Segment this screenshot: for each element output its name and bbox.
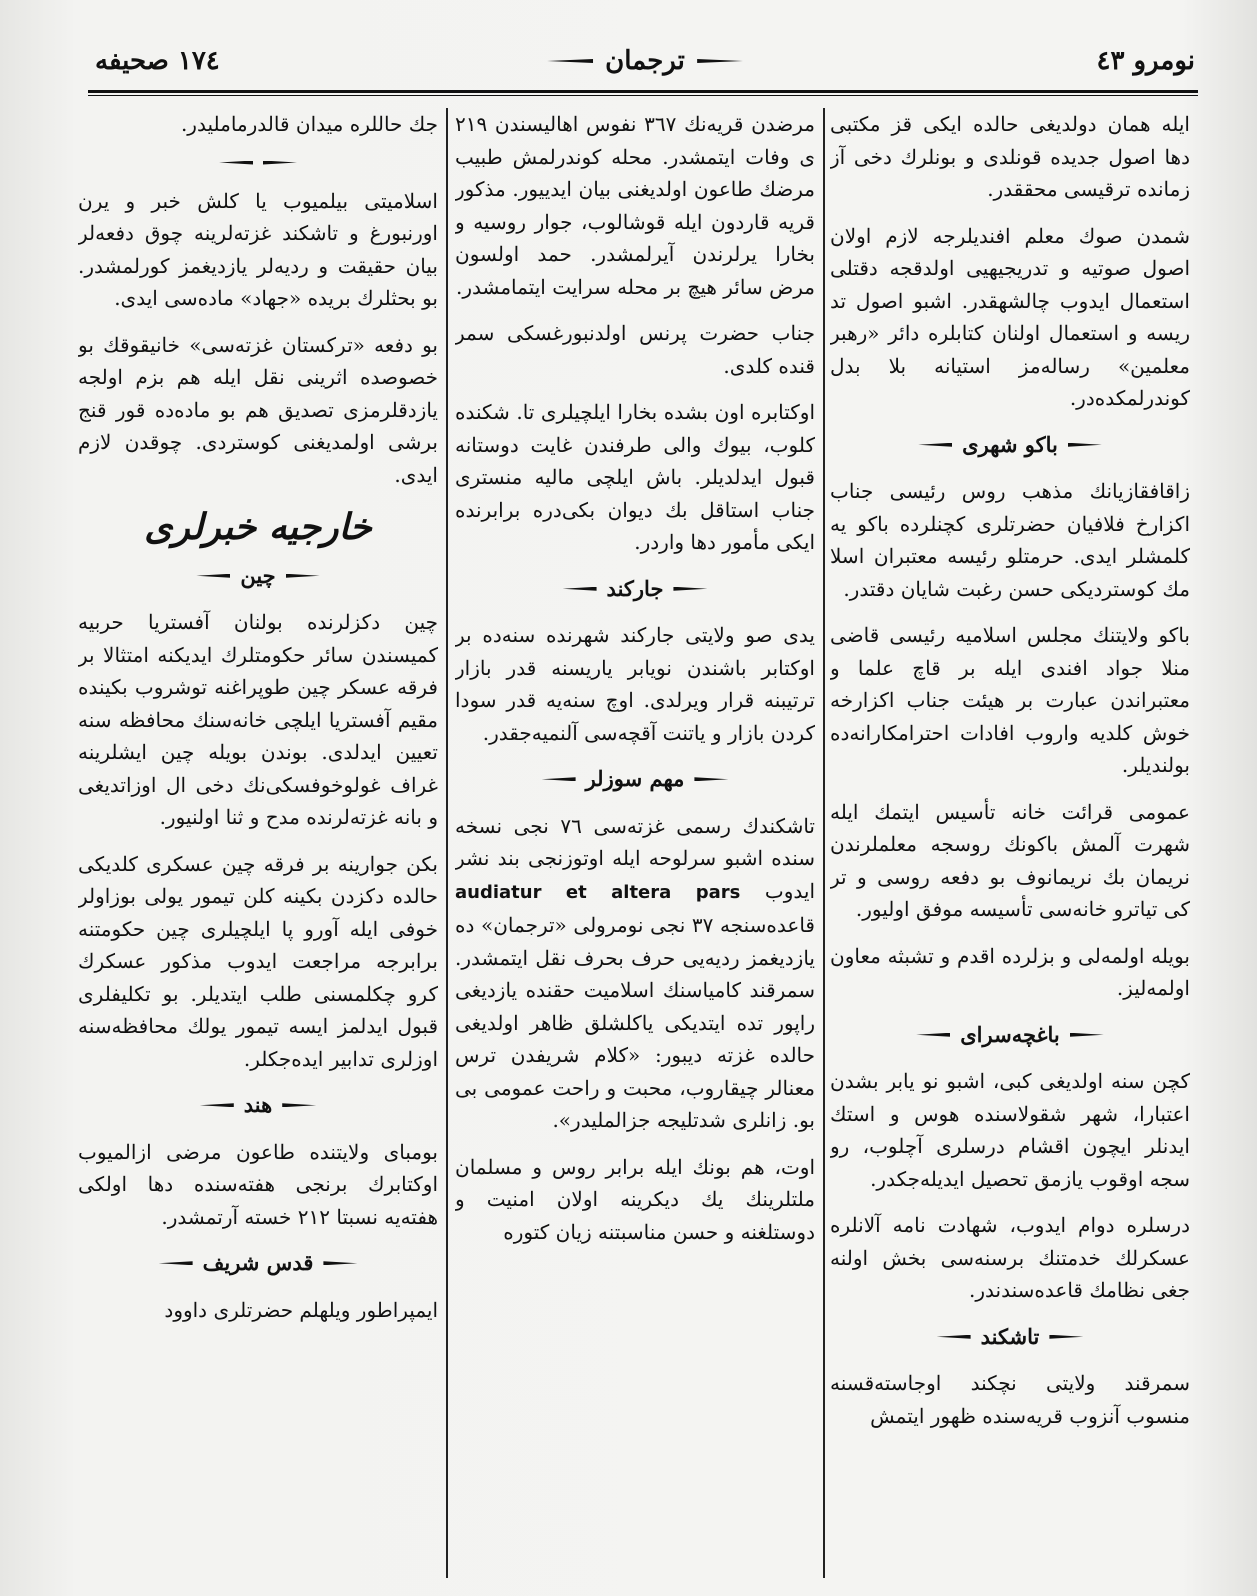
ornament-icon [673, 581, 707, 597]
paragraph: چین دکزلرنده بولنان آفستریا حربیه کمیسندن سائر حکومتلرك ایدیکنه امتثالا بر فرقه عسکر چین طوپراغنه توشروب بکینده مقیم آفستریا ایلچی خانه‌سنك محافظه سنه تعیین ایدلدی. بوندن بویله چین ایشلرینه غراف غولوخوفسکی‌نك دخی ال اوزاتدیغی و بانه غزته‌لرنده مدح و ثنا اولنیور. [78, 610, 438, 829]
newspaper-title: ترجمان [605, 46, 685, 76]
section-heading [455, 763, 815, 796]
column-divider [446, 108, 448, 1578]
section-heading [830, 429, 1190, 462]
paragraph: درسلره دوام ایدوب، شهادت نامه آلانلره عسکرلك خدمتنك برسنه‌سی بخش اولنه جغی نظامك قاعده‌سندندر. [830, 1213, 1190, 1302]
ornament-icon [1070, 1027, 1104, 1043]
ornament-icon [323, 1255, 357, 1271]
latin-quote: audiatur et altera pars [455, 881, 741, 903]
ornament-icon [286, 568, 320, 584]
header-rule [88, 90, 1198, 93]
ornament-icon [196, 568, 230, 584]
section-heading-text: چین [240, 562, 276, 588]
section-heading-text: جارکند [606, 575, 664, 601]
column-left [78, 108, 438, 1578]
section-heading-text: تاشکند [980, 1323, 1040, 1349]
column-right [830, 108, 1190, 1578]
issue-number: نومرو ٤٣ [1096, 46, 1195, 76]
paragraph: جك حاللره میدان قالدرمامليدر. [180, 112, 438, 136]
paragraph [455, 810, 815, 1137]
paragraph: اوت، هم بونك ایله برابر روس و مسلمان ملتلرینك یك دیکرینه اولان امنیت و دوستلغنه و حسن مناسبتنه زیان کتوره [455, 1154, 815, 1244]
section-heading-text: قدس شریف [202, 1250, 314, 1275]
section-heading-text: هند [243, 1092, 273, 1117]
paragraph: اوکتابره اون بشده بخارا ایلچیلری تا. شکنده کلوب، بیوك والی طرفندن غایت دوستانه قبول ایدلدیلر. باش ایلچی مالیه منستری جناب استاقل بك دیوان بکی‌دره برابرنده ایکی مأمور دها واردر. [455, 400, 815, 554]
paragraph-text: تاشکندك رسمی غزته‌سی ٧٦ نجی نسخه سنده اشبو سرلوحه ایله اوتوزنجی بند نشر ایدوب [455, 813, 815, 903]
paragraph: باکو ولایتنك مجلس اسلامیه رئیسی قاضی منلا جواد افندی ایله بر قاچ علما و معتبراندن عبارت بر هیئت جناب اکزارخه خوش کلدیه واروب افادات احترامکارانه‌ده بولندیلر. [830, 623, 1190, 777]
header-rule-thin [88, 95, 1198, 96]
ornament-icon [916, 1027, 950, 1043]
ornament-icon [918, 437, 952, 453]
paragraph: یدی صو ولایتی جارکند شهرنده سنه‌ده بر اوکتابر باشندن نویابر یاریسنه قدر بازار ترتیبنه قرار ویرلدی. اوچ سنه‌یه قدر سودا کردن بازار و یاتنت آقچه‌سی آلنمیه‌جقدر. [455, 623, 815, 745]
paragraph: شمدن صوك معلم افندیلرجه لازم اولان اصول صوتیه و تدریجیهیی اولدقجه دقتلی استعمال ایدوب چالشهقدر. اشبو اصول تد ریسه و استعمال اولنان کتابلره دائر «رهبر معلمین» رساله‌مز استیانه بلا بدل کوندرلمکده‌در. [830, 223, 1190, 410]
section-heading [830, 1321, 1190, 1354]
paragraph: مرضدن قریه‌نك ٣٦٧ نفوس اهالیسندن ٢١٩ ی وفات ایتمشدر. محله کوندرلمش طبیب مرضك طاعون اولدیغنی بیان ایدییور. مذکور قریه قاردون ایله قوشالوب، جوار روسیه و بخارا یرلرندن آیرلمشدر. حمد اولسون مرض سائر هیچ بر محله سرایت ایتمامشدر. [455, 112, 815, 299]
section-heading [455, 573, 815, 606]
paragraph: بومبای ولایتنده طاعون مرضی ازالمیوب اوکتابرك برنجی هفته‌سنده دها اولکی هفته‌یه نسبتا ٢١٢ خسته آرتمشدر. [78, 1139, 438, 1229]
paragraph: جناب حضرت پرنس اولدنبورغسکی سمر قنده کلدی. [455, 321, 815, 378]
paragraph: زاقافقازیانك مذهب روس رئیسی جناب اکزارخ فلافیان حضرتلری کچنلرده باکو یه کلمشلر ایدی. حرمتلو رئیسه معتبران اسلا مك کوستردیکی حسن رغبت شایان دقتدر. [830, 479, 1190, 601]
column-middle [455, 108, 815, 1578]
ornament-icon [563, 581, 597, 597]
divider-ornament [78, 155, 438, 171]
paragraph-text: قاعده‌سنجه ٣٧ نجی نومرولی «ترجمان» ده یازدیغمز ردیه‌یی حرف بحرف نقل ایتمشدر. سمرقند کامیاسنك اسلامیت حقنده یازدیغی راپور تده ایتدیکی یاکلشلق ظاهر اولدیغی حالده غزته دیبور: «کلام شریفدن ترس معنالر چیقاروب، محبت و راحت عمومی بی بو. زانلری شدتلیجه جزالملیدر». [455, 913, 815, 1132]
ornament-icon [1068, 437, 1102, 453]
paragraph: اسلامیتی بیلمیوب یا کلش خبر و یرن اورنبورغ و تاشکند غزته‌لرینه چوق دفعه‌لر بیان حقیقت و ردیه‌لر یازدیغمز کورلمشدر. بو بحثلرك بریده «جهاد» ماده‌سی ایدی. [78, 188, 438, 310]
section-heading [78, 560, 438, 593]
section-heading-text: باکو شهری [962, 431, 1058, 457]
section-heading-text: باغچه‌سرای [960, 1021, 1060, 1047]
paragraph: سمرقند ولایتی نچکند اوجاسته‌قسنه منسوب آنزوب قریه‌سنده ظهور ایتمش [830, 1371, 1190, 1428]
page-header [95, 40, 1195, 88]
ornament-icon [937, 1329, 971, 1345]
section-heading [78, 1247, 438, 1280]
ornament-icon [159, 1255, 193, 1271]
ornament-icon [542, 771, 576, 787]
paragraph: ایله همان دولدیغی حالده ایکی قز مکتبی دها اصول جدیده قونلدی و بونلرك دخی آز زمانده ترقیسی محققدر. [830, 112, 1190, 201]
ornament-icon [263, 155, 297, 171]
section-title: خارجیه خبرلری [144, 506, 372, 548]
right-ornament-icon [697, 53, 743, 69]
paragraph: کچن سنه اولدیغی کبی، اشبو نو یابر بشدن اعتبارا، شهر شقولاسنده هوس و استك ایدنلر ایچون اقشام درسلری آچلوب، رو سجه اوقوب یازمق تحصیل ایدیله‌جکدر. [830, 1069, 1190, 1191]
paragraph: بو دفعه «ترکستان غزته‌سی» خانیقوقك بو خصوصده اثرینی نقل ایله هم بزم اولجه یازدقلرمزی تصدیق هم بو ماده‌ده قور قنج برشی اولمدیغنی کوستردی. چوقدن لازم ایدی. [78, 332, 438, 487]
section-heading [830, 1019, 1190, 1052]
ornament-icon [219, 155, 253, 171]
masthead [547, 46, 743, 76]
paragraph: ایمپراطور ویلهلم حضرتلری داوود [164, 1297, 438, 1322]
section-heading-text: مهم سوزلر [585, 766, 685, 791]
paragraph: عمومی قرائت خانه تأسیس ایتمك ایله شهرت آلمش باکونك روسجه معلملرندن نریمان بك نریمانوف بو دفعه روسی و تر کی تیاترو خانه‌سی تأسیسه موفق اولیور. [830, 799, 1190, 921]
paragraph: بکن جوارینه بر فرقه چین عسکری کلدیکی حالده دکزدن بکینه کلن تیمور یولی بوزاولر خوفی ایله آورو پا ایلچیلری چین حکومتنه برابرجه مراجعت ایدوب مذکور عسکرك کرو چکلمسنی طلب ایتدیلر. بو تکلیفلری قبول ایدلمز ایسه تیمور یولك محافظه‌سنه اوزلری تدابیر ایده‌جکلر. [78, 851, 438, 1071]
ornament-icon [1049, 1329, 1083, 1345]
ornament-icon [282, 1097, 316, 1113]
column-divider [823, 108, 825, 1578]
ornament-icon [694, 771, 728, 787]
left-ornament-icon [547, 53, 593, 69]
page-number: ١٧٤ صحيفه [95, 46, 220, 76]
section-heading [78, 1089, 438, 1122]
ornament-icon [200, 1097, 234, 1113]
paragraph: بویله اولمه‌لی و بزلرده اقدم و تشبثه معاون اولمه‌لیز. [830, 943, 1190, 1000]
